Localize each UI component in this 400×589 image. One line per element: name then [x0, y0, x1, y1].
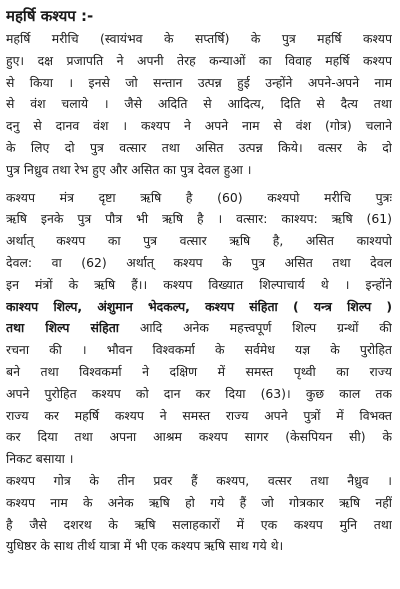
text-segment: निकट बसाया ।	[6, 451, 74, 467]
bold-text-segment: तथा शिल्प संहिता	[6, 320, 119, 336]
text-line	[6, 448, 392, 470]
text-line	[6, 274, 392, 296]
text-line: पुत्र निध्रुव तथा रेभ हुए और असित का पुत्र देवल हुआ ।	[6, 161, 252, 177]
paragraph-1	[6, 28, 392, 181]
text-line	[6, 339, 392, 361]
text-segment: अर्थात् कश्यप का पुत्र वत्सार ऋषि है, असित काश्यपो	[6, 233, 392, 249]
text-line: हुए। दक्ष प्रजापति ने अपनी तेरह कन्याओं का विवाह महर्षि कश्यप	[6, 52, 392, 68]
section-heading: महर्षि कश्यप :-	[6, 7, 94, 25]
text-line: से वंश चलाये । जैसे अदिति से आदित्य, दिति से दैत्य तथा	[6, 96, 392, 112]
bold-text-segment: काश्यप शिल्प, अंशुमान भेदकल्प, कश्यप संहिता ( यन्त्र शिल्प )	[6, 298, 392, 314]
text-line: से किया । इनसे जो सन्तान उत्पन्न हुई उन्होंने अपने-अपने नाम	[6, 74, 392, 90]
text-line	[6, 252, 392, 274]
text-segment: ऋषि इनके पुत्र पौत्र भी ऋषि है । वत्सार: काश्यप: ऋषि (61)	[6, 211, 392, 227]
text-line	[6, 296, 392, 318]
text-segment: बने तथा विश्वकर्मा ने दक्षिण में समस्त पृथ्वी का राज्य	[6, 363, 392, 379]
paragraph-3	[6, 470, 392, 557]
text-line	[6, 426, 392, 448]
text-line: है जैसे दशरथ के ऋषि सलाहकारों में एक कश्यप मुनि तथा	[6, 516, 392, 532]
text-line	[6, 405, 392, 427]
text-segment: राज्य कर महर्षि कश्यप ने समस्त राज्य अपने पुत्रों में विभक्त	[6, 407, 392, 423]
text-segment: आदि अनेक महत्त्वपूर्ण शिल्प ग्रन्थों की	[119, 320, 392, 336]
text-segment: रचना की । भौवन विश्वकर्मा के सर्वमेध यज्ञ के पुरोहित	[6, 342, 392, 358]
text-line	[6, 230, 392, 252]
text-line: दनु से दानव वंश । कश्यप ने अपने नाम से वंश (गोत्र) चलाने	[6, 118, 392, 134]
text-line	[6, 361, 392, 383]
text-segment: अपने पुरोहित कश्यप को दान कर दिया (63)। कुछ काल तक	[6, 385, 392, 401]
text-segment: देवल: वा (62) अर्थात् कश्यप के पुत्र असित तथा देवल	[6, 254, 392, 270]
text-segment: कश्यप मंत्र दृष्टा ऋषि है (60) कश्यपो मरीचि पुत्रः	[6, 189, 392, 205]
text-line: महर्षि मरीचि (स्वायंभव के सप्तर्षि) के पुत्र महर्षि कश्यप	[6, 31, 392, 46]
text-line: कश्यप नाम के अनेक ऋषि हो गये हैं जो गोत्रकार ऋषि नहीं	[6, 494, 392, 510]
text-line: युधिष्ठर के साथ तीर्थ यात्रा में भी एक कश्यप ऋषि साथ गये थे।	[6, 538, 284, 554]
text-line: कश्यप गोत्र के तीन प्रवर हैं कश्यप, वत्सर तथा नैध्रुव ।	[6, 472, 392, 488]
paragraph-2	[6, 187, 392, 470]
text-line: के लिए दो पुत्र वत्सार तथा असित उत्पन्न किये। वत्सर के दो	[6, 139, 392, 155]
text-segment: इन मंत्रों के ऋषि हैं।। कश्यप विख्यात शिल्पाचार्य थे । इन्होंने	[6, 276, 392, 292]
text-line	[6, 187, 392, 209]
text-line	[6, 208, 392, 230]
text-line	[6, 317, 392, 339]
text-segment: कर दिया तथा अपना आश्रम कश्यप सागर (केसपियन सी) के	[6, 429, 392, 445]
text-line	[6, 383, 392, 405]
